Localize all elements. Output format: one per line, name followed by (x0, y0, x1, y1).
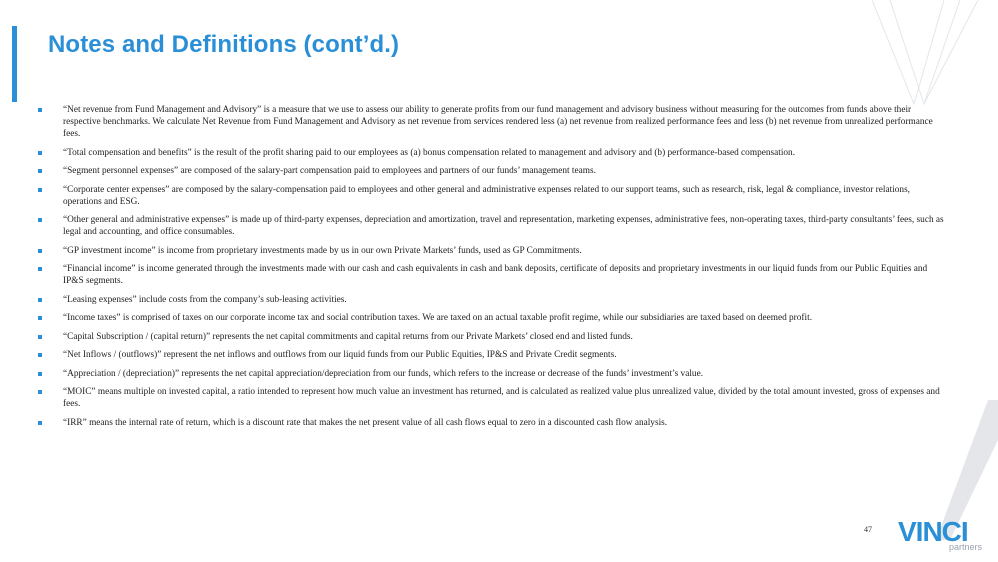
definition-item (38, 312, 950, 324)
page-title: Notes and Definitions (cont’d.) (48, 31, 400, 58)
vinci-partners-logo (898, 518, 986, 554)
bullet-square-icon (38, 188, 42, 192)
definition-text: “Net Inflows / (outflows)” represent the net inflows and outflows from our liquid funds from our Public Equities, IP&S and Private Credit segments. (63, 350, 617, 361)
definitions-list (38, 104, 950, 435)
definition-text: “Income taxes” is comprised of taxes on our corporate income tax and social contribution taxes. We are taxed on an actual taxable profit regime, while our subsidiaries are taxed based on deemed profit. (63, 313, 813, 324)
definition-text: “GP investment income” is income from proprietary investments made by us in our own Private Markets’ funds, used as GP Commitments. (63, 245, 582, 256)
page-number: 47 (864, 525, 872, 534)
definition-item (38, 368, 950, 380)
bullet-square-icon (38, 335, 42, 339)
definition-text: “Corporate center expenses” are composed by the salary-compensation paid to employees and other general and administrative expenses related to our support teams, such as research, risk, legal & compliance, investor relations, operations and ESG. (63, 184, 911, 207)
definition-text: “Capital Subscription / (capital return)” represents the net capital commitments and capital returns from our Private Markets’ closed end and listed funds. (63, 331, 633, 342)
definition-item (38, 214, 950, 238)
bullet-square-icon (38, 267, 42, 271)
title-accent-bar (12, 26, 17, 102)
definition-item (38, 165, 950, 177)
bullet-square-icon (38, 151, 42, 155)
bullet-square-icon (38, 316, 42, 320)
bullet-square-icon (38, 108, 42, 112)
definition-text: “MOIC” means multiple on invested capital, a ratio intended to represent how much value an investment has returned, and is calculated as realized value plus unrealized value, divided by the total amount invested, gross of expenses and fees. (63, 387, 940, 410)
decorative-v-lines (860, 0, 998, 110)
logo-subtitle: partners (948, 542, 982, 552)
definition-item (38, 147, 950, 159)
definition-text: “Appreciation / (depreciation)” represents the net capital appreciation/depreciation from our funds, which refers to the increase or decrease of the funds’ investment’s value. (63, 368, 704, 379)
bullet-square-icon (38, 353, 42, 357)
bullet-square-icon (38, 249, 42, 253)
definition-text: “Financial income” is income generated through the investments made with our cash and cash equivalents in cash and bank deposits, certificate of deposits and proprietary investments in our liquid funds from our Public Equities and IP&S segments. (63, 264, 928, 287)
definition-text: “Segment personnel expenses” are composed of the salary-part compensation paid to employees and partners of our funds’ management teams. (63, 166, 596, 177)
definition-text: “Leasing expenses” include costs from the company’s sub-leasing activities. (63, 294, 347, 305)
definition-text: “Total compensation and benefits” is the result of the profit sharing paid to our employees as (a) bonus compensation related to management and advisory and (b) performance-based compensation. (63, 147, 796, 158)
definition-item (38, 263, 950, 287)
definition-item (38, 331, 950, 343)
definition-text: “Net revenue from Fund Management and Advisory” is a measure that we use to assess our ability to generate profits from our fund management and advisory business without measuring for the outcomes from funds above their respective benchmarks. We calculate Net Revenue from Fund Management and Advisory as net revenue from services rendered less (a) net revenue from realized performance fees and less (b) net revenue from unrealized performance fees. (63, 105, 933, 140)
bullet-square-icon (38, 169, 42, 173)
definition-text: “IRR” means the internal rate of return, which is a discount rate that makes the net present value of all cash flows equal to zero in a discounted cash flow analysis. (63, 417, 668, 428)
definition-item (38, 386, 950, 410)
bullet-square-icon (38, 390, 42, 394)
definition-item (38, 417, 950, 429)
definition-item (38, 294, 950, 306)
bullet-square-icon (38, 421, 42, 425)
definition-item (38, 349, 950, 361)
bullet-square-icon (38, 298, 42, 302)
logo-wordmark: VINCI (898, 516, 968, 547)
bullet-square-icon (38, 218, 42, 222)
definition-item (38, 184, 950, 208)
definition-text: “Other general and administrative expenses” is made up of third-party expenses, depreciation and amortization, travel and representation, marketing expenses, administrative fees, non-operating taxes, third-party consultants’ fees, such as legal and accounting, and office consumables. (63, 215, 944, 238)
definition-item (38, 104, 950, 140)
definition-item (38, 245, 950, 257)
bullet-square-icon (38, 372, 42, 376)
